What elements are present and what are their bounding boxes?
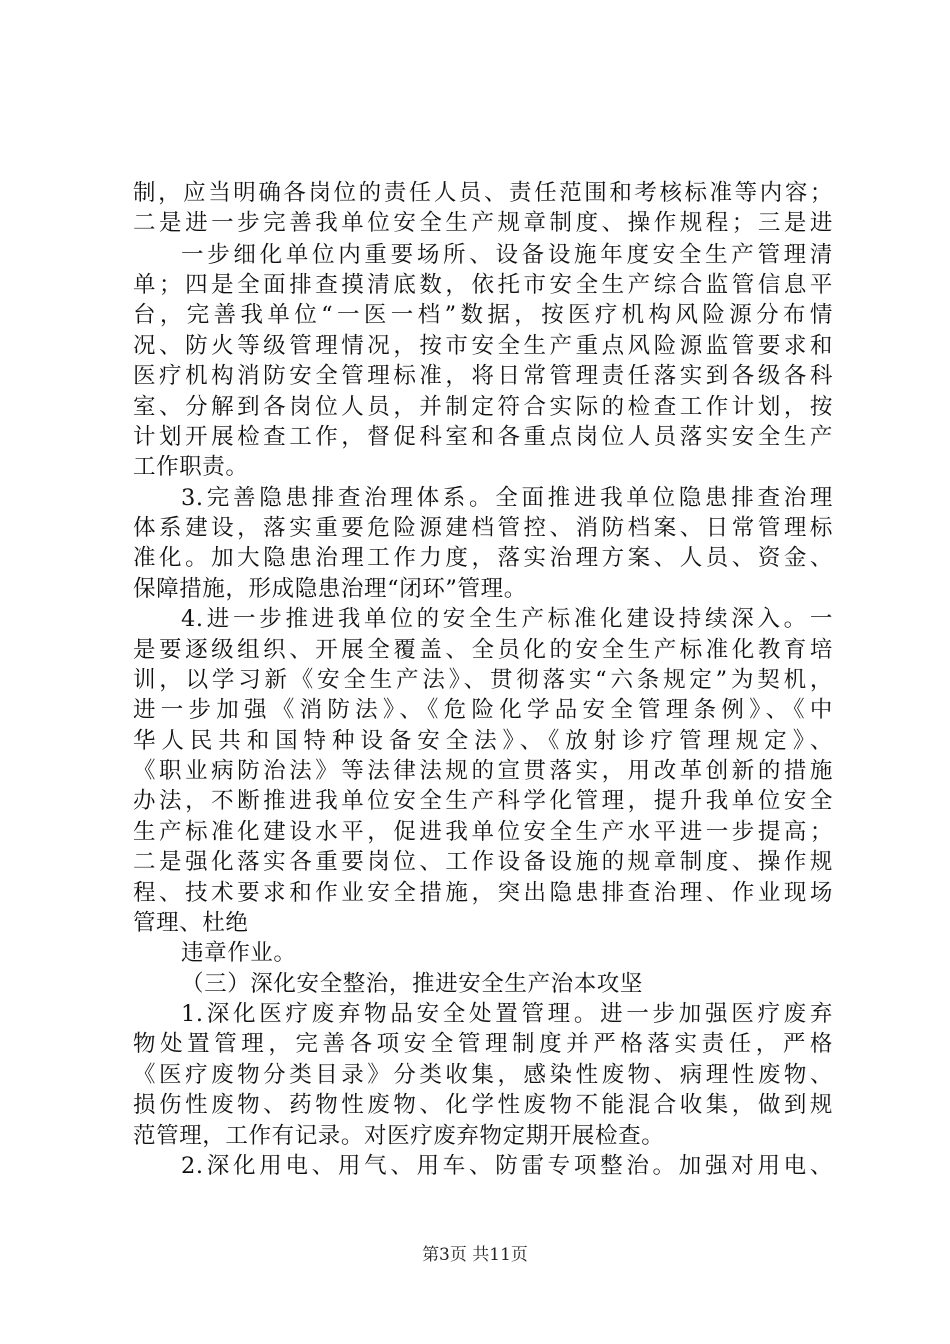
text-line: 医疗机构消防安全管理标准，将日常管理责任落实到各级各科	[133, 363, 833, 389]
text-line: 准化。加大隐患治理工作力度，落实治理方案、人员、资金、	[133, 545, 833, 571]
text-line: 生产标准化建设水平，促进我单位安全生产水平进一步提高；	[133, 819, 833, 845]
text-line: 范管理，工作有记录。对医疗废弃物定期开展检查。	[133, 1123, 665, 1149]
text-line: 物处置管理，完善各项安全管理制度并严格落实责任，严格	[133, 1031, 833, 1057]
text-line: 是要逐级组织、开展全覆盖、全员化的安全生产标准化教育培	[133, 637, 833, 663]
text-line: 体系建设，落实重要危险源建档管控、消防档案、日常管理标	[133, 515, 833, 541]
text-line: 4.进一步推进我单位的安全生产标准化建设持续深入。一	[181, 606, 833, 632]
text-line: 进一步加强《消防法》、《危险化学品安全管理条例》、《中	[133, 697, 833, 723]
text-line: 3.完善隐患排查治理体系。全面推进我单位隐患排查治理	[181, 485, 833, 511]
text-line: 华人民共和国特种设备安全法》、《放射诊疗管理规定》、	[133, 728, 833, 754]
text-line: 《职业病防治法》等法律法规的宣贯落实，用改革创新的措施	[133, 758, 833, 784]
text-line: 管理、杜绝	[133, 910, 249, 936]
text-line: 单；四是全面排查摸清底数，依托市安全生产综合监管信息平	[133, 272, 833, 298]
text-line: 况、防火等级管理情况，按市安全生产重点风险源监管要求和	[133, 333, 833, 359]
text-line: 违章作业。	[181, 940, 297, 966]
text-line: 损伤性废物、药物性废物、化学性废物不能混合收集，做到规	[133, 1092, 833, 1118]
text-line: 程、技术要求和作业安全措施，突出隐患排查治理、作业现场	[133, 880, 833, 906]
section-heading: （三）深化安全整治，推进安全生产治本攻坚	[181, 971, 644, 997]
text-line: 2.深化用电、用气、用车、防雷专项整治。加强对用电、	[181, 1153, 833, 1179]
text-line: 训，以学习新《安全生产法》、贯彻落实“六条规定”为契机，	[133, 667, 833, 693]
text-line: 保障措施，形成隐患治理“闭环”管理。	[133, 576, 527, 602]
text-line: 台，完善我单位“一医一档”数据，按医疗机构风险源分布情	[133, 302, 833, 328]
text-line: 二是进一步完善我单位安全生产规章制度、操作规程；三是进	[133, 210, 833, 236]
page-number-footer: 第3页 共11页	[422, 1245, 528, 1265]
text-line: 一步细化单位内重要场所、设备设施年度安全生产管理清	[181, 242, 833, 268]
text-line: 《医疗废物分类目录》分类收集，感染性废物、病理性废物、	[133, 1062, 833, 1088]
text-line: 办法，不断推进我单位安全生产科学化管理，提升我单位安全	[133, 788, 833, 814]
text-line: 工作职责。	[133, 454, 249, 480]
text-line: 二是强化落实各重要岗位、工作设备设施的规章制度、操作规	[133, 849, 833, 875]
text-line: 制，应当明确各岗位的责任人员、责任范围和考核标准等内容；	[133, 180, 833, 206]
text-line: 1.深化医疗废弃物品安全处置管理。进一步加强医疗废弃	[181, 1001, 833, 1027]
text-line: 室、分解到各岗位人员，并制定符合实际的检查工作计划，按	[133, 394, 833, 420]
text-line: 计划开展检查工作，督促科室和各重点岗位人员落实安全生产	[133, 424, 833, 450]
